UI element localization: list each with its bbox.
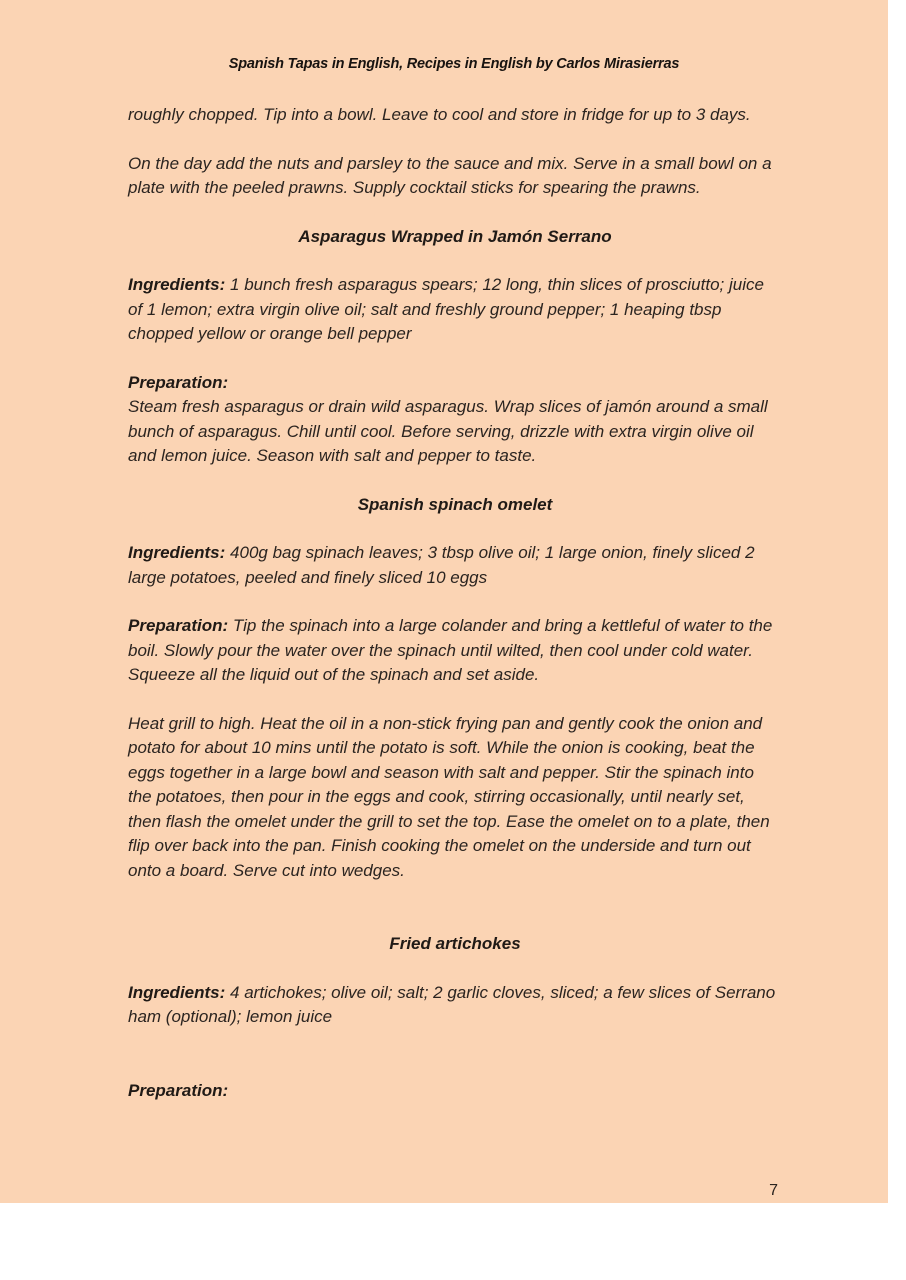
labeled-paragraph: Ingredients: 4 artichokes; olive oil; salt; 2 garlic cloves, sliced; a few slices of Serrano ham (optional); lemon juice	[128, 982, 776, 1026]
paragraph-label: Preparation:	[128, 372, 229, 392]
labeled-paragraph	[128, 1079, 782, 1104]
labeled-paragraph: Ingredients: 400g bag spinach leaves; 3 tbsp olive oil; 1 large onion, finely sliced 2 large potatoes, peeled and finely sliced 10 eggs	[128, 543, 755, 587]
document-body	[128, 103, 782, 1103]
recipe-heading: Asparagus Wrapped in Jamón Serrano	[298, 226, 612, 246]
paragraph-label: Preparation:	[128, 1080, 229, 1100]
recipe-heading: Spanish spinach omelet	[357, 494, 553, 514]
paragraph: Heat grill to high. Heat the oil in a non-stick frying pan and gently cook the onion and potato for about 10 mins until the potato is soft. While the onion is cooking, beat the eggs together in a large bowl and season with salt and pepper. Stir the spinach into the potatoes, then pour in the eggs and cook, stirring occasionally, until nearly set, then flash the omelet under the grill to set the top. Ease the omelet on to a plate, then flip over back into the pan. Finish cooking the omelet on the underside and turn out onto a board. Serve cut into wedges.	[128, 713, 770, 880]
labeled-paragraph: Ingredients: 1 bunch fresh asparagus spears; 12 long, thin slices of prosciutto; juice of 1 lemon; extra virgin olive oil; salt and freshly ground pepper; 1 heaping tbsp chopped yellow or orange bell pepper	[128, 275, 764, 343]
page-number: 7	[769, 1182, 778, 1199]
paragraph-label: Preparation:	[128, 616, 229, 635]
recipe-heading: Fried artichokes	[389, 934, 521, 953]
labeled-paragraph: Preparation: Steam fresh asparagus or drain wild asparagus. Wrap slices of jamón around a small bunch of asparagus. Chill until cool. Before serving, drizzle with extra virgin olive oil and lemon juice. Season with salt and pepper to taste.	[128, 372, 768, 465]
paragraph: On the day add the nuts and parsley to the sauce and mix. Serve in a small bowl on a plate with the peeled prawns. Supply cocktail sticks for spearing the prawns.	[128, 153, 772, 197]
paragraph-label: Ingredients:	[128, 275, 226, 294]
paragraph: roughly chopped. Tip into a bowl. Leave to cool and store in fridge for up to 3 days.	[128, 105, 751, 124]
paragraph-label: Ingredients:	[128, 543, 226, 562]
document-header-title: Spanish Tapas in English, Recipes in English by Carlos Mirasierras	[228, 56, 680, 72]
paragraph-label: Ingredients:	[128, 982, 226, 1002]
labeled-paragraph: Preparation: Tip the spinach into a large colander and bring a kettleful of water to the boil. Slowly pour the water over the spinach until wilted, then cool under cold water. Squeeze all the liquid out of the spinach and set aside.	[128, 616, 773, 684]
